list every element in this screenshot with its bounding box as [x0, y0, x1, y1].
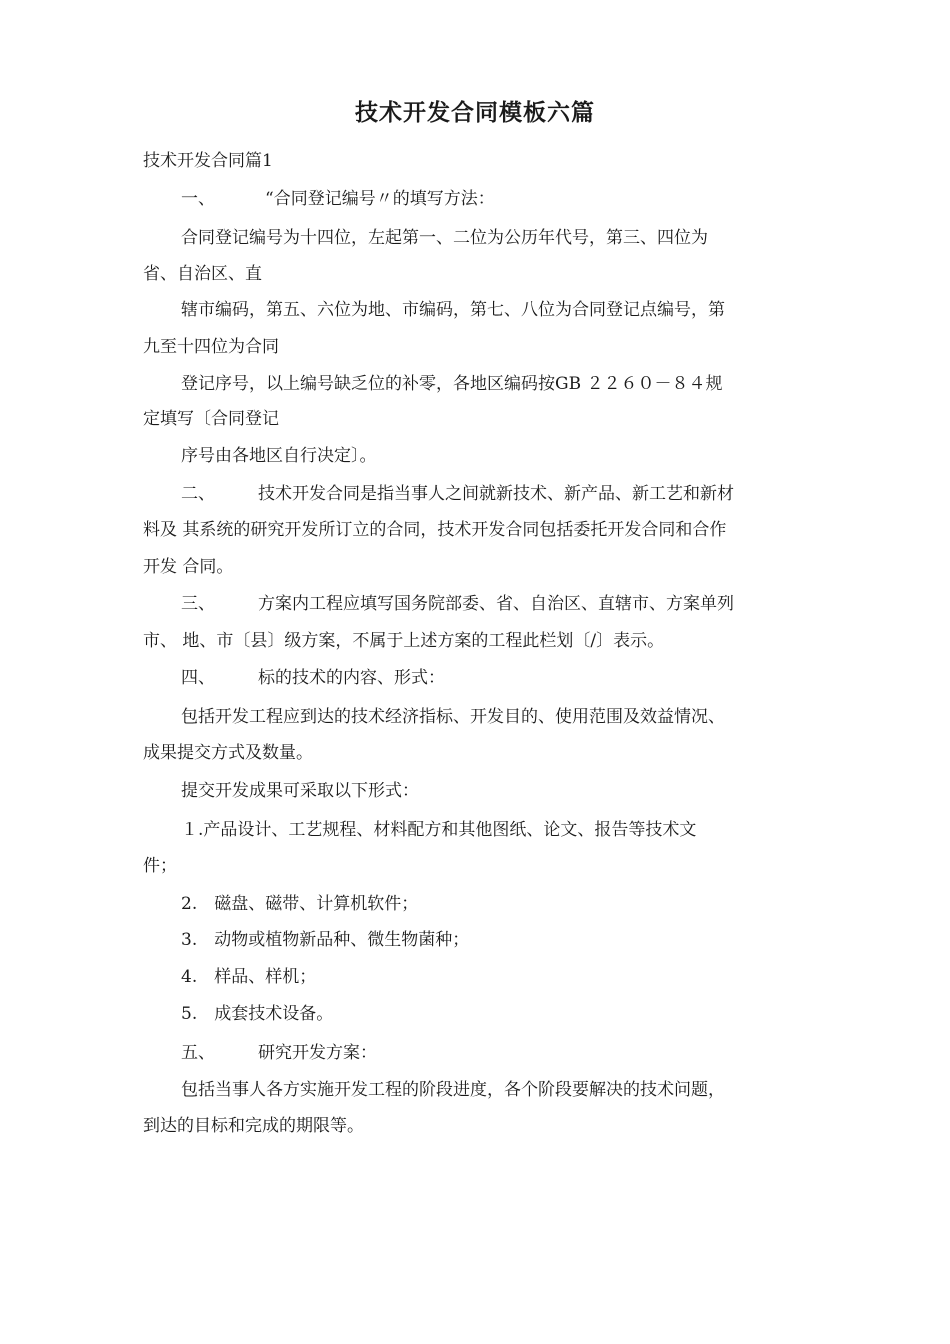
paragraph-line: 方案内工程应填写国务院部委、省、自治区、直辖市、方案单列: [258, 594, 734, 614]
paragraph-line: 市、 地、市〔县〕级方案，不属于上述方案的工程此栏划〔/〕表示。: [143, 631, 665, 651]
paragraph-line: 提交开发成果可采取以下形式：: [181, 781, 419, 801]
section-5-heading: 研究开发方案：: [258, 1043, 377, 1063]
paragraph-line: 包括当事人各方实施开发工程的阶段进度，各个阶段要解决的技术问题，: [181, 1080, 725, 1100]
section-1-heading: “合同登记编号〃的填写方法：: [265, 189, 495, 209]
paragraph-line: 辖市编码，第五、六位为地、市编码，第七、八位为合同登记点编号，第: [181, 300, 725, 320]
paragraph-line: 九至十四位为合同: [143, 337, 279, 357]
paragraph-line: 序号由各地区自行决定〕。: [181, 446, 377, 466]
section-3-number: 三、: [181, 594, 215, 614]
list-item-continuation: 件；: [143, 856, 177, 876]
list-item: 3. 动物或植物新品种、微生物菌种；: [181, 930, 470, 950]
paragraph-line: 成果提交方式及数量。: [143, 743, 313, 763]
paragraph-line: 技术开发合同是指当事人之间就新技术、新产品、新工艺和新材: [258, 484, 734, 504]
list-item: １.产品设计、工艺规程、材料配方和其他图纸、论文、报告等技术文: [181, 820, 697, 840]
section-4-number: 四、: [181, 668, 215, 688]
paragraph-line: 到达的目标和完成的期限等。: [143, 1116, 364, 1136]
section-1-number: 一、: [181, 189, 215, 209]
list-item: 5. 成套技术设备。: [181, 1004, 334, 1024]
paragraph-line: 开发 合同。: [143, 557, 234, 577]
paragraph-line: 省、自治区、直: [143, 264, 262, 284]
document-title: 技术开发合同模板六篇: [355, 100, 595, 126]
paragraph-line: 登记序号，以上编号缺乏位的补零，各地区编码按GB ２２６０－８４规: [181, 374, 723, 394]
section-5-number: 五、: [181, 1043, 215, 1063]
section-2-number: 二、: [181, 484, 215, 504]
list-item: 4. 样品、样机；: [181, 967, 317, 987]
paragraph-line: 包括开发工程应到达的技术经济指标、开发目的、使用范围及效益情况、: [181, 707, 725, 727]
paragraph-line: 合同登记编号为十四位，左起第一、二位为公历年代号，第三、四位为: [181, 228, 708, 248]
paragraph-line: 定填写〔合同登记: [143, 409, 279, 429]
paragraph-line: 料及 其系统的研究开发所订立的合同，技术开发合同包括委托开发合同和合作: [143, 520, 727, 540]
section-4-heading: 标的技术的内容、形式：: [258, 668, 445, 688]
list-item: 2. 磁盘、磁带、计算机软件；: [181, 894, 419, 914]
section-subtitle: 技术开发合同篇1: [143, 151, 273, 171]
